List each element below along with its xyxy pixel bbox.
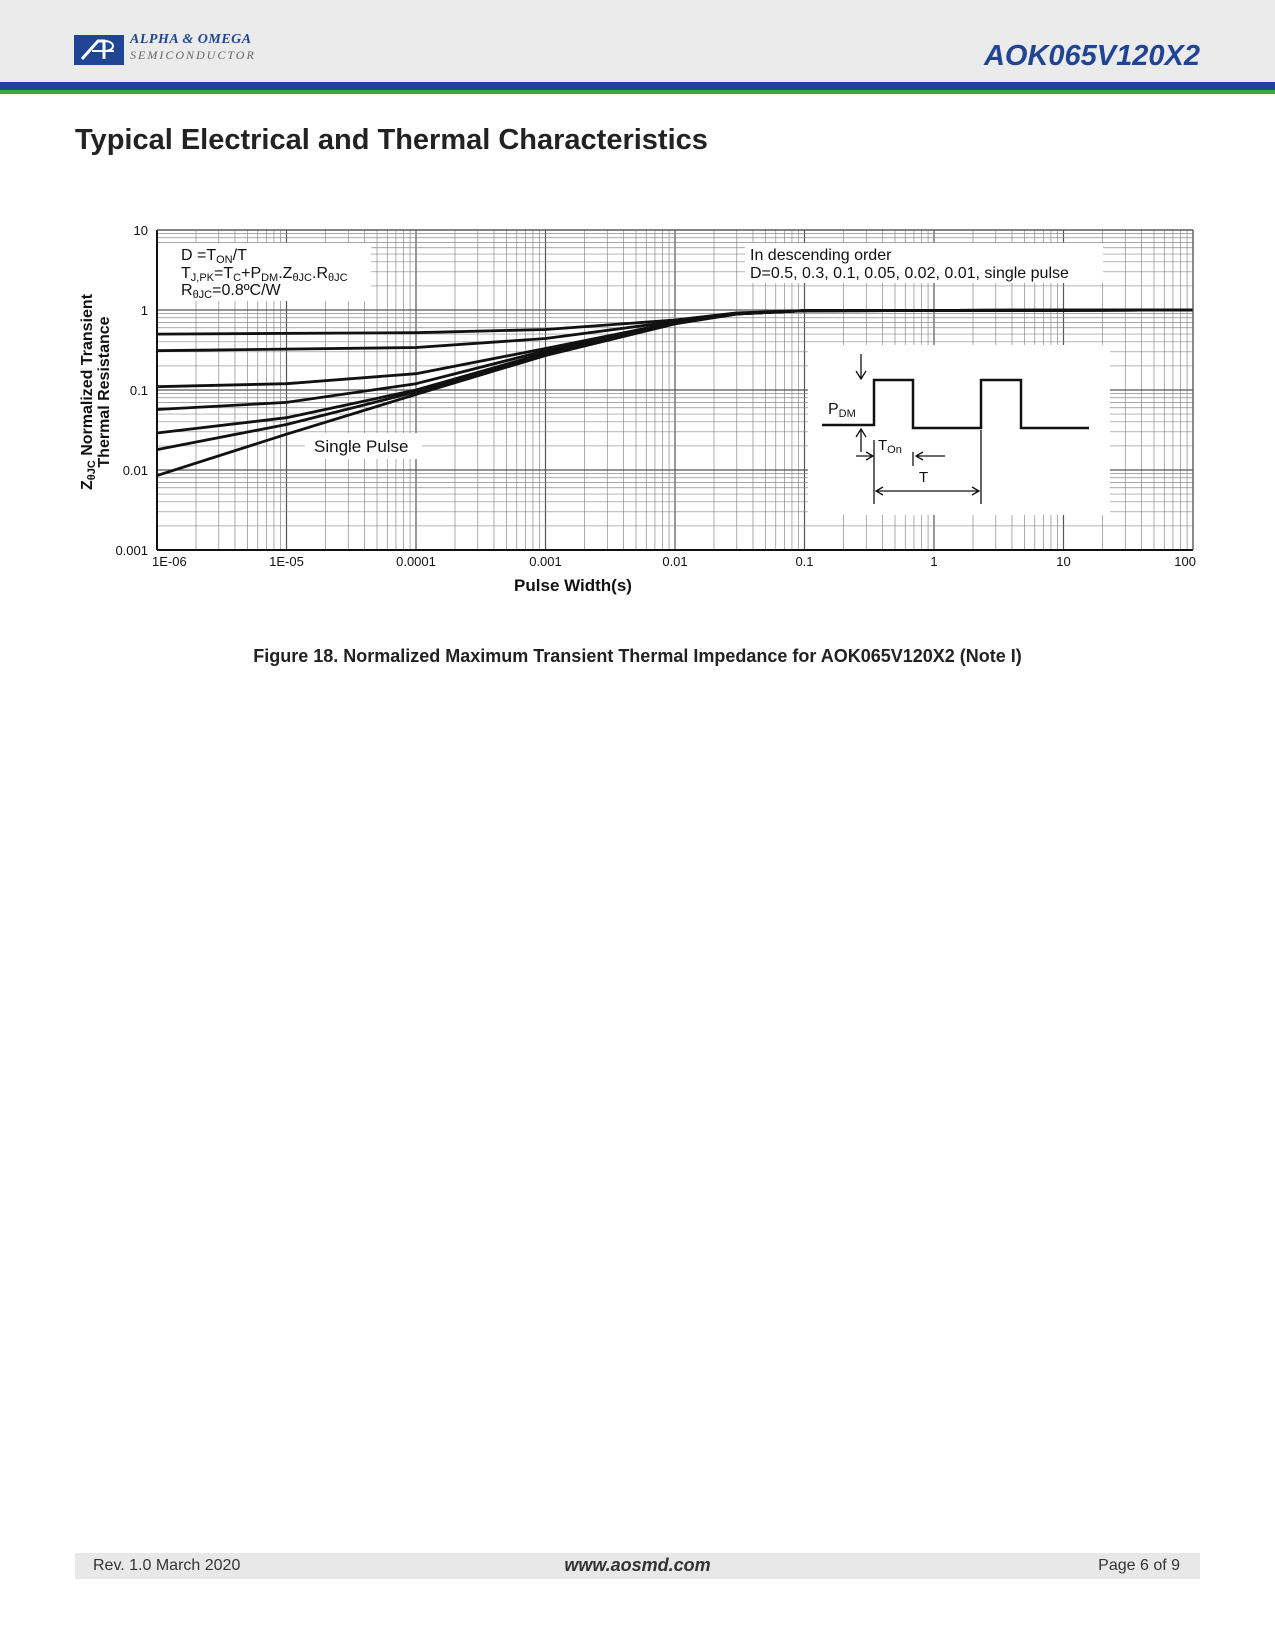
y-axis-label (79, 293, 113, 490)
page-footer (75, 1553, 1200, 1579)
legend-left-line2: TJ,PK=TC+PDM.ZθJC.RθJC (181, 265, 348, 284)
x-tick-label: 10 (1056, 554, 1071, 569)
footer-revision: Rev. 1.0 March 2020 (93, 1557, 241, 1574)
thermal-impedance-chart (0, 0, 1275, 640)
x-axis-label: Pulse Width(s) (514, 576, 632, 595)
legend-left-line3: RθJC=0.8ºC/W (181, 282, 281, 301)
footer-website-link[interactable]: www.aosmd.com (564, 1555, 711, 1575)
y-tick-label: 0.01 (122, 463, 148, 478)
y-axis-label-line2: Thermal Resistance (96, 316, 113, 468)
y-tick-label: 0.1 (129, 383, 148, 398)
company-name: ALPHA & OMEGA (130, 32, 252, 47)
inset-ton-label: $T_{On}$ (878, 437, 902, 456)
y-tick-label: 0.001 (115, 543, 148, 558)
x-tick-label: 0.1 (795, 554, 814, 569)
x-tick-label: 1E-06 (152, 554, 187, 569)
footer-page-number: Page 6 of 9 (1098, 1557, 1180, 1574)
part-number: AOK065V120X2 (983, 40, 1200, 72)
y-tick-label: 10 (133, 223, 148, 238)
legend-right-line1: In descending order (750, 247, 892, 264)
legend-right-line2: D=0.5, 0.3, 0.1, 0.05, 0.02, 0.01, single pulse (750, 265, 1069, 282)
x-tick-label: 1E-05 (269, 554, 304, 569)
x-tick-label: 0.001 (529, 554, 562, 569)
inset-pdm-label: PDM (828, 401, 856, 420)
svg-text:ZθJC Normalized Transient: ZθJC Normalized Transient (79, 293, 98, 491)
x-tick-label: 0.01 (662, 554, 688, 569)
inset-box (808, 345, 1110, 515)
company-subtitle: SEMICONDUCTOR (130, 48, 256, 62)
x-tick-label: 1 (930, 554, 938, 569)
figure-caption: Figure 18. Normalized Maximum Transient Thermal Impedance for AOK065V120X2 (Note I) (253, 646, 1022, 666)
single-pulse-label: Single Pulse (314, 437, 409, 456)
x-tick-label: 0.0001 (396, 554, 436, 569)
inset-t-label: T (919, 469, 929, 486)
x-tick-label: 100 (1174, 554, 1196, 569)
page-title: Typical Electrical and Thermal Characteristics (75, 124, 708, 156)
legend-left-line1: D =TON/T (181, 247, 247, 266)
y-tick-label: 1 (140, 303, 148, 318)
